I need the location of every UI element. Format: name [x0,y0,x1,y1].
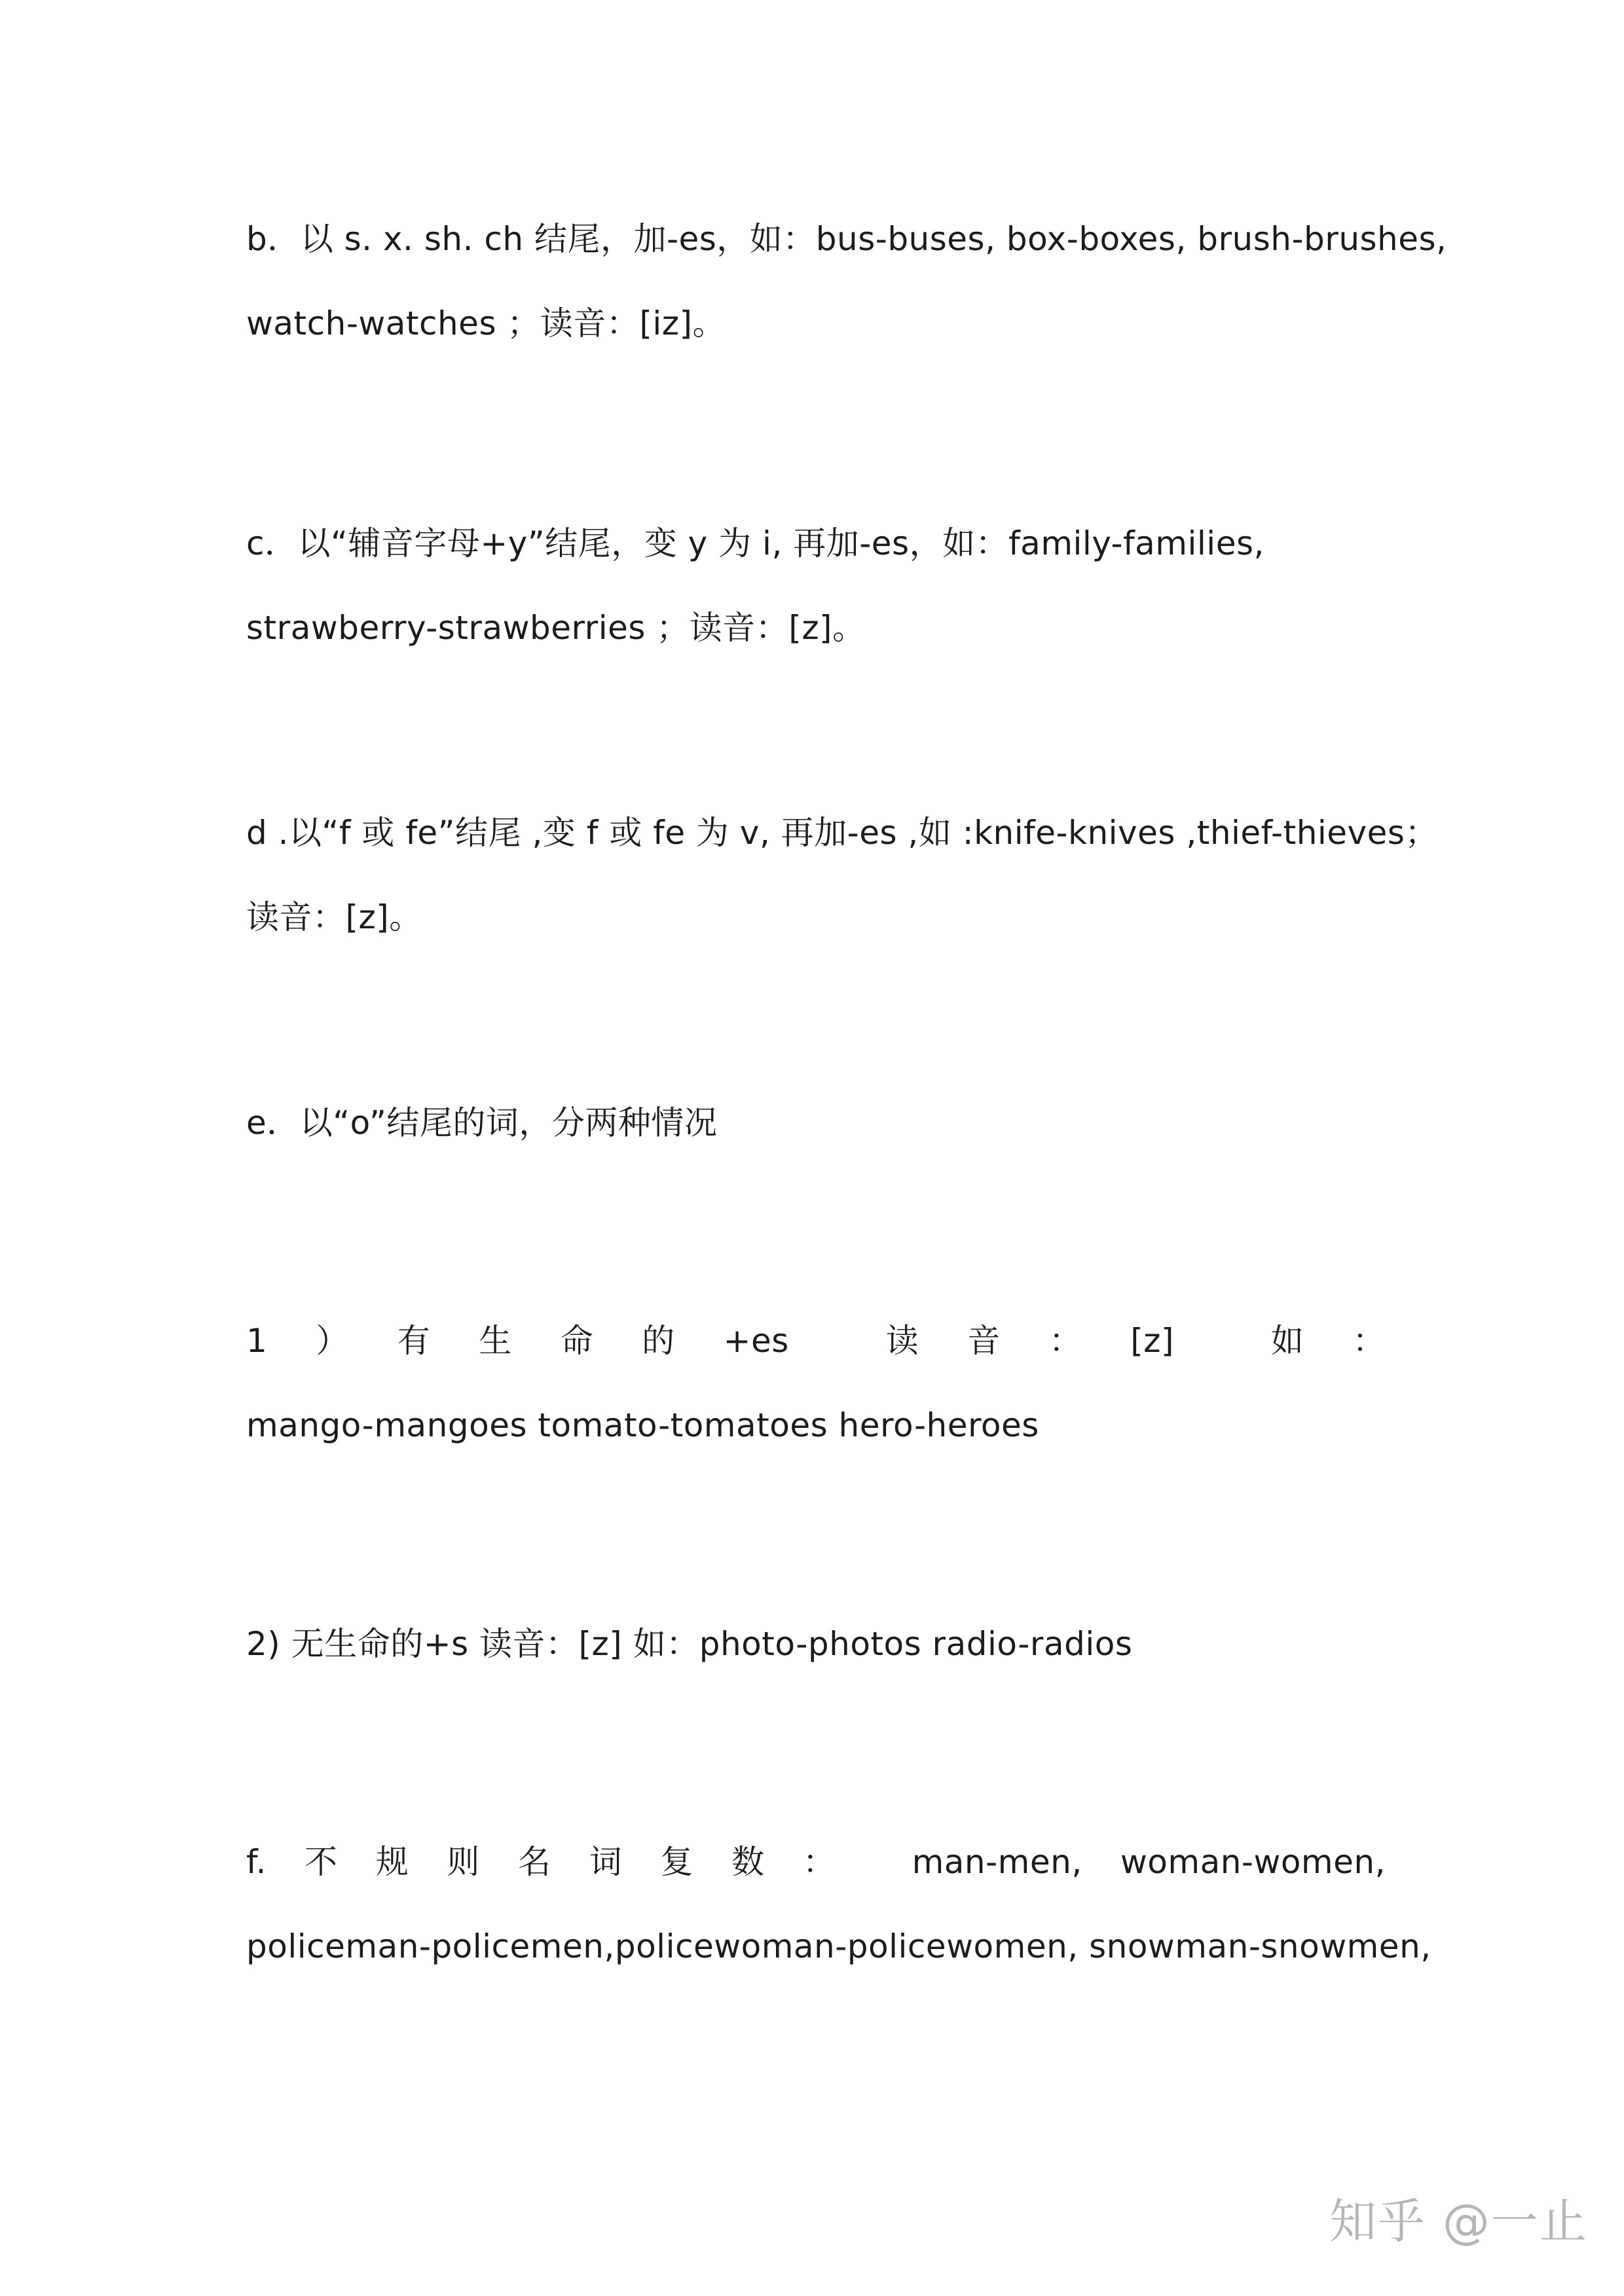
rule-e1-token: 命 [560,1322,594,1360]
rule-e1-token: [z] [1130,1322,1174,1360]
rule-e1-token: +es [723,1322,789,1360]
rule-f-token: 则 [447,1843,480,1881]
rule-f-token: 规 [375,1843,409,1881]
rule-e1-token: ） [316,1322,349,1360]
rule-e1-token: 1 [246,1322,268,1360]
rule-c-line-2: strawberry-strawberries ；读音：[z]。 [246,609,866,647]
rule-e1-token: 音 [967,1322,1001,1360]
rule-d-line-2: 读音：[z]。 [246,898,422,936]
rule-f-token: 词 [589,1843,623,1881]
rule-e1-line-2: mango-mangoes tomato-tomatoes hero-heroes [246,1406,1039,1444]
rule-c-line-1: c．以“辅音字母+y”结尾，变 y 为 i, 再加-es，如：family-families, [246,524,1264,562]
rule-e1-token: 读 [885,1322,919,1360]
rule-f-token: 数 [731,1843,765,1881]
rule-f-token: 复 [660,1843,693,1881]
rule-e1-token: 有 [397,1322,431,1360]
rule-e1-token: 生 [479,1322,512,1360]
rule-e-heading: e．以“o”结尾的词，分两种情况 [246,1104,718,1142]
rule-e2-line-1: 2) 无生命的+s 读音：[z] 如：photo-photos radio-radios [246,1625,1133,1663]
rule-f-line-1 [246,1841,1386,1883]
rule-f-line-2: policeman-policemen,policewoman-policewomen, snowman-snowmen, [246,1927,1431,1965]
rule-b-line-1: b．以 s. x. sh. ch 结尾，加-es，如：bus-buses, box-boxes, brush-brushes, [246,220,1447,258]
rule-f-token: woman-women, [1120,1843,1386,1881]
rule-f-token: man-men, [912,1843,1082,1881]
rule-e1-token: 如 [1270,1322,1304,1360]
rule-b-line-2: watch-watches ；读音：[iz]。 [246,304,726,342]
rule-e1-token: ： [1352,1322,1386,1360]
rule-e1-line-1 [246,1320,1386,1362]
rule-f-token: f. [246,1843,267,1881]
rule-f-token: 不 [304,1843,338,1881]
rule-f-token: ： [802,1843,836,1881]
rule-e1-token: ： [1048,1322,1082,1360]
rule-f-token: 名 [518,1843,551,1881]
rule-e1-token: 的 [642,1322,675,1360]
rule-d-line-1: d .以“f 或 fe”结尾 ,变 f 或 fe 为 v, 再加-es ,如 :knife-knives ,thief-thieves； [246,814,1438,852]
zhihu-watermark: 知乎 @一止 [1329,2194,1588,2249]
